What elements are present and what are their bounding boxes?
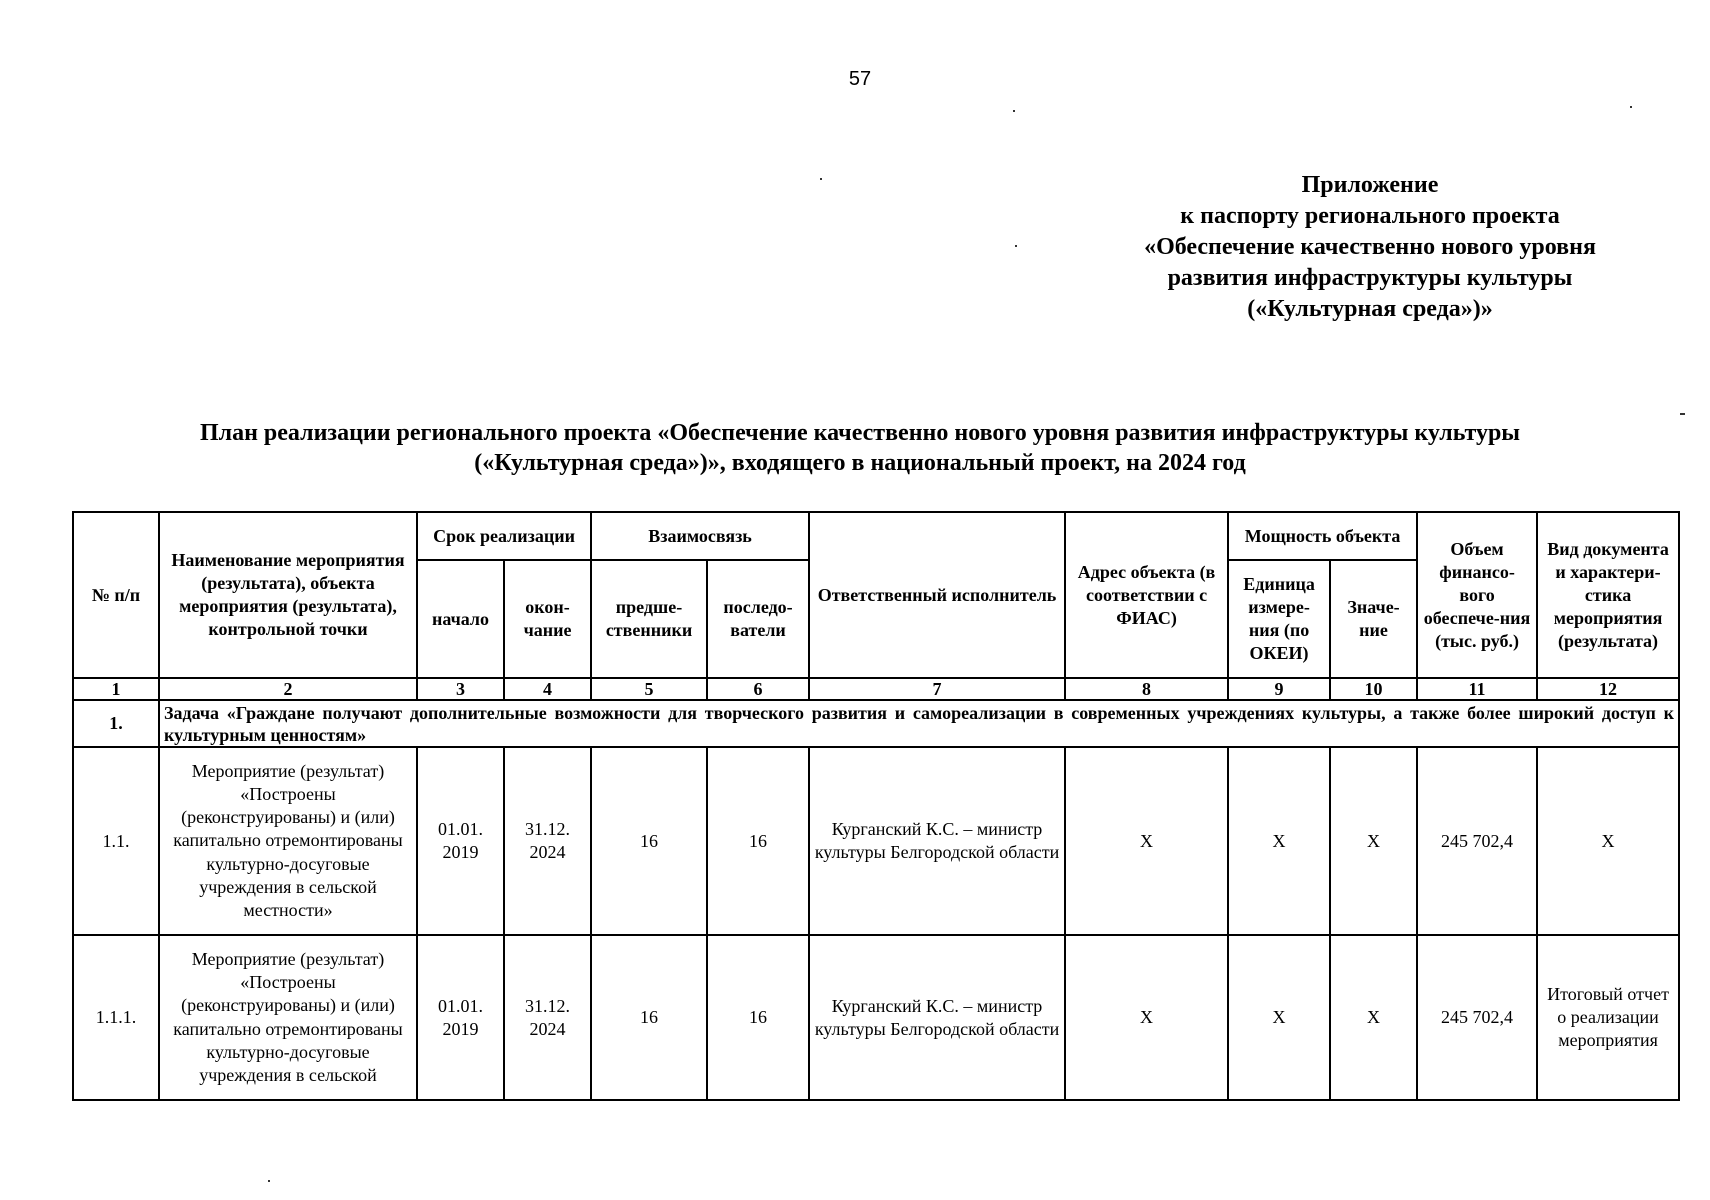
header-name: Наименование мероприятия (результата), объекта мероприятия (результата), контрольной точки <box>159 512 417 678</box>
scan-speck <box>820 178 822 180</box>
row-end-date: 31.12. 2024 <box>504 935 591 1100</box>
scan-speck <box>1015 245 1017 247</box>
header-capacity: Мощность объекта <box>1228 512 1417 560</box>
scan-speck <box>1013 110 1015 112</box>
row-start-date: 01.01. 2019 <box>417 935 504 1100</box>
appendix-line: «Обеспечение качественно нового уровня <box>1144 234 1596 260</box>
row-predecessors: 16 <box>591 747 707 935</box>
column-number: 6 <box>707 678 809 700</box>
header-doc: Вид документа и характери-стика мероприятия (результата) <box>1537 512 1679 678</box>
title-line: («Культурная среда»)», входящего в национальный проект, на 2024 год <box>474 450 1246 476</box>
row-successors: 16 <box>707 935 809 1100</box>
column-number: 4 <box>504 678 591 700</box>
row-value: Х <box>1330 935 1417 1100</box>
column-number: 1 <box>73 678 159 700</box>
header-num: № п/п <box>73 512 159 678</box>
title-line: План реализации регионального проекта «Обеспечение качественно нового уровня развития инфраструктуры культуры <box>199 420 1521 446</box>
table-row <box>73 747 1679 935</box>
header-link-prev: предше-ственники <box>591 560 707 678</box>
row-successors: 16 <box>707 747 809 935</box>
header-capacity-value: Значе-ние <box>1330 560 1417 678</box>
row-document: Х <box>1537 747 1679 935</box>
row-number: 1.1.1. <box>73 935 159 1100</box>
row-event-name: Мероприятие (результат) «Построены (реконструированы) и (или) капитально отремонтированы культурно-досуговые учреждения в сельской местности» <box>159 747 417 935</box>
task-text: Задача «Граждане получают дополнительные возможности для творческого развития и самореализации в современных учреждениях культуры, а также более широкий доступ к культурным ценностям» <box>159 700 1679 747</box>
header-term-start: начало <box>417 560 504 678</box>
table-row <box>73 935 1679 1100</box>
scan-speck <box>1630 106 1632 108</box>
document-title <box>60 418 1660 478</box>
page-number: 57 <box>848 68 872 90</box>
scan-speck <box>268 1180 270 1182</box>
plan-table <box>72 511 1680 1101</box>
row-address: Х <box>1065 935 1228 1100</box>
column-number: 3 <box>417 678 504 700</box>
row-finance: 245 702,4 <box>1417 935 1537 1100</box>
appendix-block <box>1080 170 1660 325</box>
row-event-name: Мероприятие (результат) «Построены (реконструированы) и (или) капитально отремонтированы культурно-досуговые учреждения в сельской <box>159 935 417 1100</box>
row-end-date: 31.12. 2024 <box>504 747 591 935</box>
task-number: 1. <box>73 700 159 747</box>
column-number: 5 <box>591 678 707 700</box>
column-number-row <box>73 678 1679 700</box>
header-link: Взаимосвязь <box>591 512 809 560</box>
row-document: Итоговый отчет о реализации мероприятия <box>1537 935 1679 1100</box>
column-number: 10 <box>1330 678 1417 700</box>
header-term: Срок реализации <box>417 512 591 560</box>
row-unit: Х <box>1228 747 1330 935</box>
column-number: 2 <box>159 678 417 700</box>
column-number: 12 <box>1537 678 1679 700</box>
row-responsible: Курганский К.С. – министр культуры Белгородской области <box>809 935 1065 1100</box>
header-row <box>73 512 1679 560</box>
header-capacity-unit: Единица измере-ния (по ОКЕИ) <box>1228 560 1330 678</box>
header-responsible: Ответственный исполнитель <box>809 512 1065 678</box>
scan-speck <box>1680 413 1685 415</box>
column-number: 7 <box>809 678 1065 700</box>
appendix-line: Приложение <box>1301 172 1439 198</box>
row-unit: Х <box>1228 935 1330 1100</box>
row-finance: 245 702,4 <box>1417 747 1537 935</box>
row-value: Х <box>1330 747 1417 935</box>
header-finance: Объем финансо-вого обеспече-ния (тыс. руб.) <box>1417 512 1537 678</box>
column-number: 8 <box>1065 678 1228 700</box>
column-number: 11 <box>1417 678 1537 700</box>
column-number: 9 <box>1228 678 1330 700</box>
header-link-next: последо-ватели <box>707 560 809 678</box>
appendix-line: развития инфраструктуры культуры <box>1167 265 1573 291</box>
row-predecessors: 16 <box>591 935 707 1100</box>
row-address: Х <box>1065 747 1228 935</box>
appendix-line: к паспорту регионального проекта <box>1180 203 1560 229</box>
row-number: 1.1. <box>73 747 159 935</box>
task-row <box>73 700 1679 747</box>
header-term-end: окон-чание <box>504 560 591 678</box>
row-responsible: Курганский К.С. – министр культуры Белгородской области <box>809 747 1065 935</box>
header-address: Адрес объекта (в соответствии с ФИАС) <box>1065 512 1228 678</box>
row-start-date: 01.01. 2019 <box>417 747 504 935</box>
appendix-line: («Культурная среда»)» <box>1247 296 1493 322</box>
